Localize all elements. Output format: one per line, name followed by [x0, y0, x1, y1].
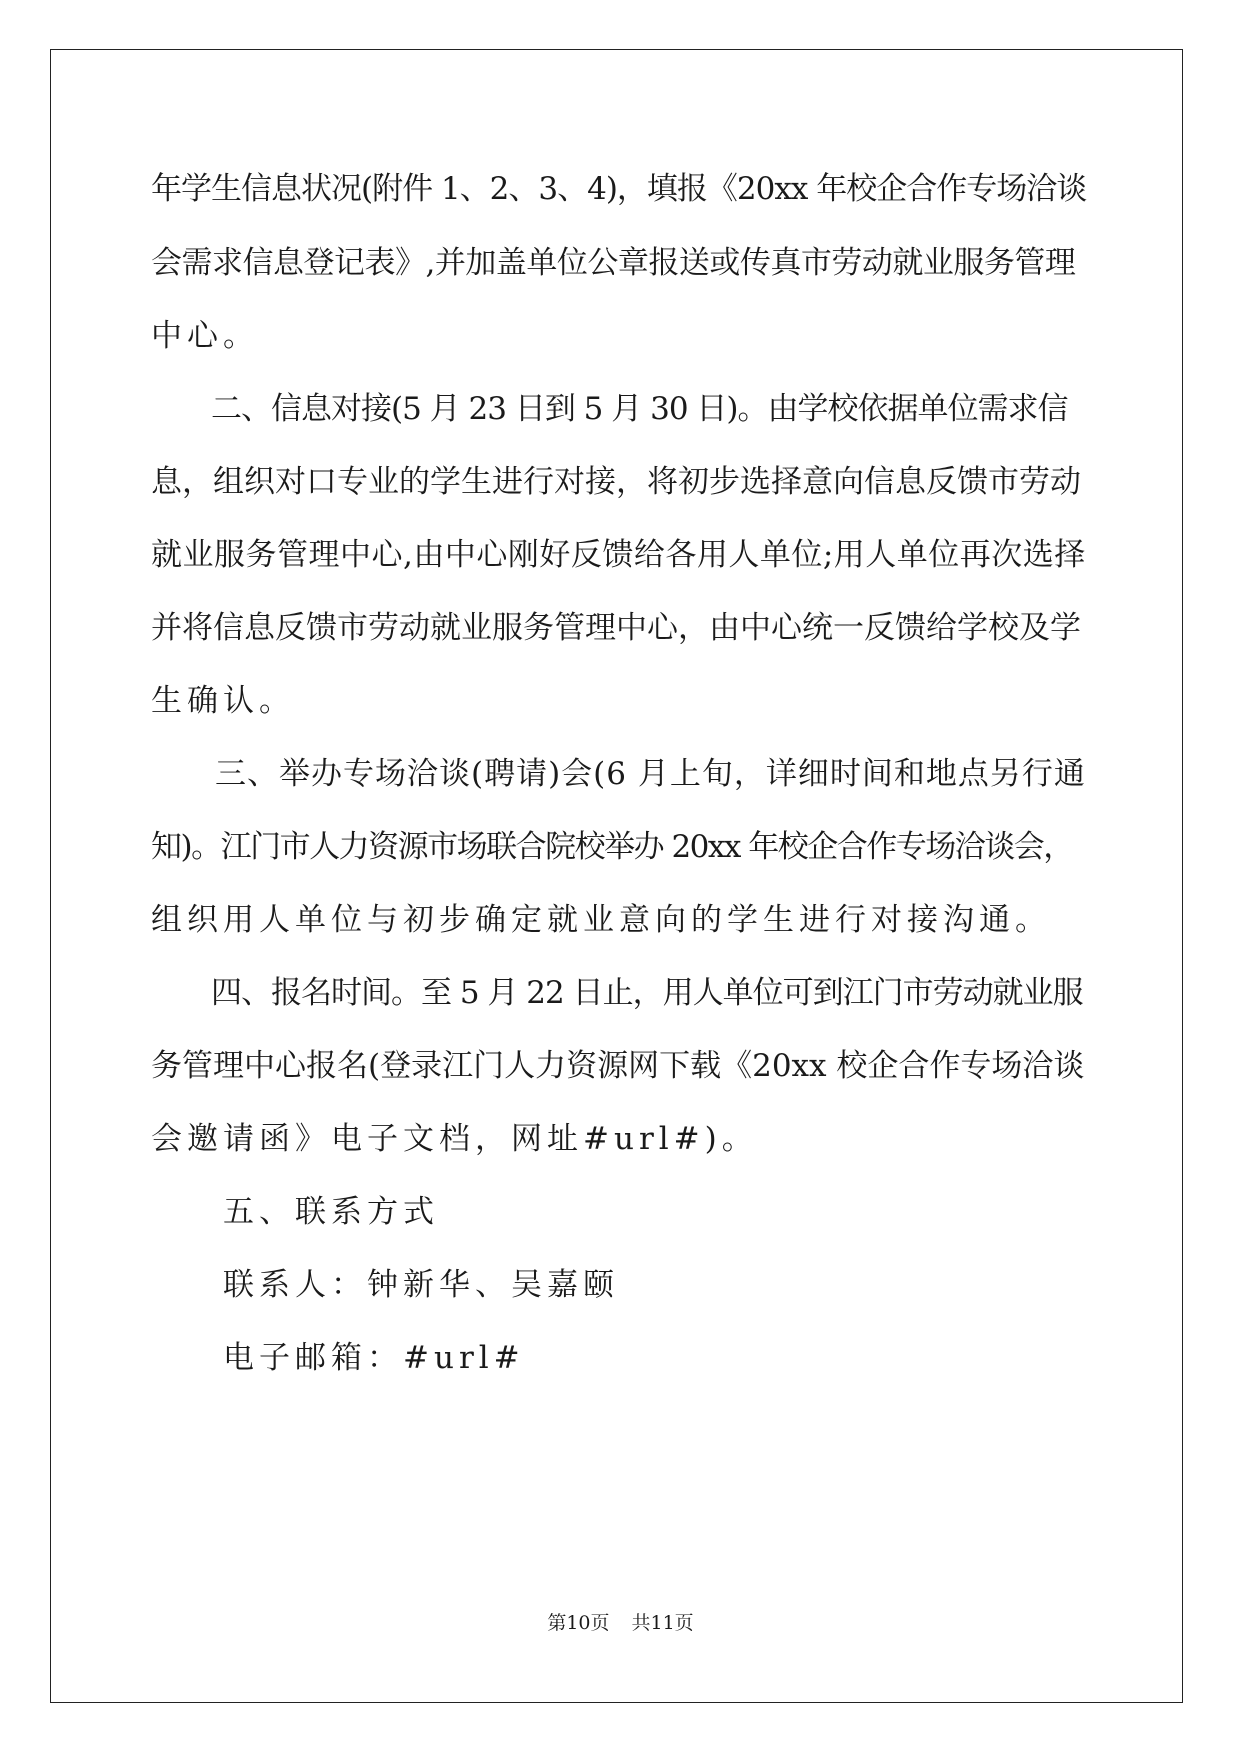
body-line: 并将信息反馈市劳动就业服务管理中心，由中心统一反馈给学校及学 [151, 610, 1081, 646]
page-footer [0, 1611, 1241, 1635]
body-line: 就业服务管理中心,由中心刚好反馈给各用人单位;用人单位再次选择 [151, 537, 1086, 573]
body-line: 联系人：钟新华、吴嘉颐 [151, 1267, 619, 1303]
body-line: 知)。江门市人力资源市场联合院校举办 20xx 年校企合作专场洽谈会， [151, 829, 1073, 865]
page-border [50, 49, 1183, 1703]
body-line: 二、信息对接(5 月 23 日到 5 月 30 日)。由学校依据单位需求信 [151, 391, 1068, 427]
total-page-count: 共11页 [631, 1612, 694, 1634]
body-line: 会邀请函》电子文档，网址#url#)。 [151, 1121, 758, 1157]
body-line: 年学生信息状况(附件 1、2、3、4)，填报《20xx 年校企合作专场洽谈 [151, 171, 1087, 207]
current-page-number: 第10页 [547, 1612, 610, 1634]
body-line: 四、报名时间。至 5 月 22 日止，用人单位可到江门市劳动就业服 [151, 975, 1083, 1011]
body-line: 生确认。 [151, 683, 295, 719]
body-line: 组织用人单位与初步确定就业意向的学生进行对接沟通。 [151, 902, 1051, 938]
body-line: 会需求信息登记表》,并加盖单位公章报送或传真市劳动就业服务管理 [151, 245, 1076, 281]
body-line: 务管理中心报名(登录江门人力资源网下载《20xx 校企合作专场洽谈 [151, 1048, 1085, 1084]
body-line: 三、举办专场洽谈(聘请)会(6 月上旬，详细时间和地点另行通 [151, 756, 1086, 792]
body-line: 息，组织对口专业的学生进行对接，将初步选择意向信息反馈市劳动 [151, 464, 1081, 500]
body-line: 电子邮箱：#url# [151, 1340, 525, 1376]
body-line: 五、联系方式 [151, 1194, 439, 1230]
body-line: 中心。 [151, 318, 259, 354]
